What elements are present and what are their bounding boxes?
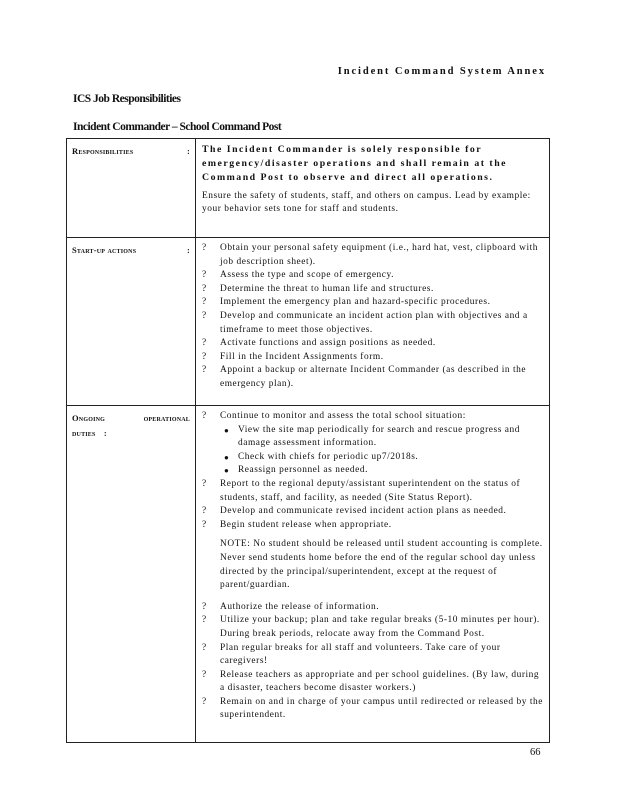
list-item: ? Begin student release when appropriate. xyxy=(202,519,543,533)
monitoring-sub-list xyxy=(202,424,543,478)
list-item: ? Plan regular breaks for all staff and volunteers. Take care of your caregivers! xyxy=(202,642,501,667)
list-item: ● View the site map periodically for search and rescue progress and damage assessment information. xyxy=(224,424,520,449)
bullet-marker: ? xyxy=(202,615,207,626)
list-item: ? Fill in the Incident Assignments form. xyxy=(202,351,543,365)
bullet-marker: ? xyxy=(202,411,207,421)
bullet-marker: ? xyxy=(202,338,207,349)
bullet-marker: ? xyxy=(202,642,207,653)
bullet-marker: ? xyxy=(202,601,207,612)
list-item: ? Appoint a backup or alternate Incident Commander (as described in the emergency plan). xyxy=(202,365,527,389)
section-heading: ICS Job Responsibilities xyxy=(73,93,181,105)
list-item: ? Utilize your backup; plan and take regular breaks (5-10 minutes per hour). During break periods, relocate away from the Command Post. xyxy=(202,615,540,639)
ongoing-duty-list xyxy=(202,478,543,532)
row-content-cell xyxy=(196,139,550,238)
responsibility-detail: Ensure the safety of students, staff, and others on campus. Lead by example: your behavior sets tone for staff and students. xyxy=(202,190,531,215)
bullet-marker: ? xyxy=(202,310,207,321)
row-label: Responsibilities xyxy=(72,146,134,156)
list-item: ? Continue to monitor and assess the total school situation: xyxy=(202,410,543,424)
startup-action-list xyxy=(202,242,543,392)
list-item: ? Remain on and in charge of your campus until redirected or released by the superintendent. xyxy=(202,696,543,721)
bullet-marker: ? xyxy=(202,365,207,376)
bullet-marker: ? xyxy=(202,506,207,517)
row-content-cell xyxy=(196,238,550,406)
table-row-ongoing xyxy=(67,406,550,743)
row-label-cell xyxy=(67,238,196,406)
table-row-startup xyxy=(67,238,550,406)
page-number: 66 xyxy=(530,747,541,758)
list-item: ? Develop and communicate an incident action plan with objectives and a timeframe to meet those objectives. xyxy=(202,310,528,335)
list-item: ? Authorize the release of information. xyxy=(202,601,543,615)
bullet-marker: ? xyxy=(202,478,207,489)
list-item: ? Assess the type and scope of emergency. xyxy=(202,269,543,283)
ongoing-duty-list xyxy=(202,601,543,723)
list-item: ● Reassign personnel as needed. xyxy=(220,464,543,478)
bullet-marker: ? xyxy=(202,696,207,707)
bullet-marker: ? xyxy=(202,669,207,680)
bullet-marker: ? xyxy=(202,283,207,294)
bullet-marker: ? xyxy=(202,297,207,308)
bullet-dot: ● xyxy=(224,466,230,476)
bullet-dot: ● xyxy=(224,425,230,435)
annex-title: Incident Command System Annex xyxy=(337,66,546,77)
bullet-marker: ? xyxy=(202,351,207,362)
role-heading: Incident Commander – School Command Post xyxy=(73,121,282,133)
list-item: ? Implement the emergency plan and hazard-specific procedures. xyxy=(202,296,543,310)
list-item: ? Activate functions and assign positions as needed. xyxy=(202,337,543,351)
row-label: duties xyxy=(72,428,96,438)
bullet-dot: ● xyxy=(224,452,230,462)
bullet-marker: ? xyxy=(202,270,207,281)
responsibility-statement: The Incident Commander is solely responsible for emergency/disaster operations and shall remain at the Command Post to observe and direct all operations. xyxy=(202,144,507,184)
list-item: ? Determine the threat to human life and structures. xyxy=(202,283,543,297)
row-label: operational xyxy=(143,413,190,423)
list-item: ● Check with chiefs for periodic up7/2018s. xyxy=(220,451,543,465)
bullet-marker: ? xyxy=(202,243,207,253)
row-label: Ongoing xyxy=(72,413,106,423)
row-label-cell xyxy=(67,139,196,238)
row-label-colon: : xyxy=(186,245,190,255)
row-content-cell xyxy=(196,406,550,743)
row-label-colon: : xyxy=(186,146,190,156)
list-item: ? Release teachers as appropriate and per school guidelines. (By law, during a disaster, teachers become disaster workers.) xyxy=(202,669,540,694)
bullet-marker: ? xyxy=(202,519,207,530)
responsibilities-table xyxy=(66,138,550,743)
ongoing-duty-list xyxy=(202,410,543,424)
row-label-cell xyxy=(67,406,196,743)
row-label: Start-up actions xyxy=(72,245,137,255)
list-item: ? Develop and communicate revised incident action plans as needed. xyxy=(202,505,543,519)
row-label-colon: : xyxy=(103,428,107,438)
list-item: ? Report to the regional deputy/assistant superintendent on the status of students, staff, and facility, as needed (Site Status Report). xyxy=(202,478,521,503)
release-note: NOTE: No student should be released until student accounting is complete. Never send students home before the end of the regular school day unless directed by the principal/superintendent, except at the request of parent/guardian. xyxy=(220,539,543,591)
list-item: ? Obtain your personal safety equipment (i.e., hard hat, vest, clipboard with job description sheet). xyxy=(202,243,538,267)
table-row-responsibilities xyxy=(67,139,550,238)
